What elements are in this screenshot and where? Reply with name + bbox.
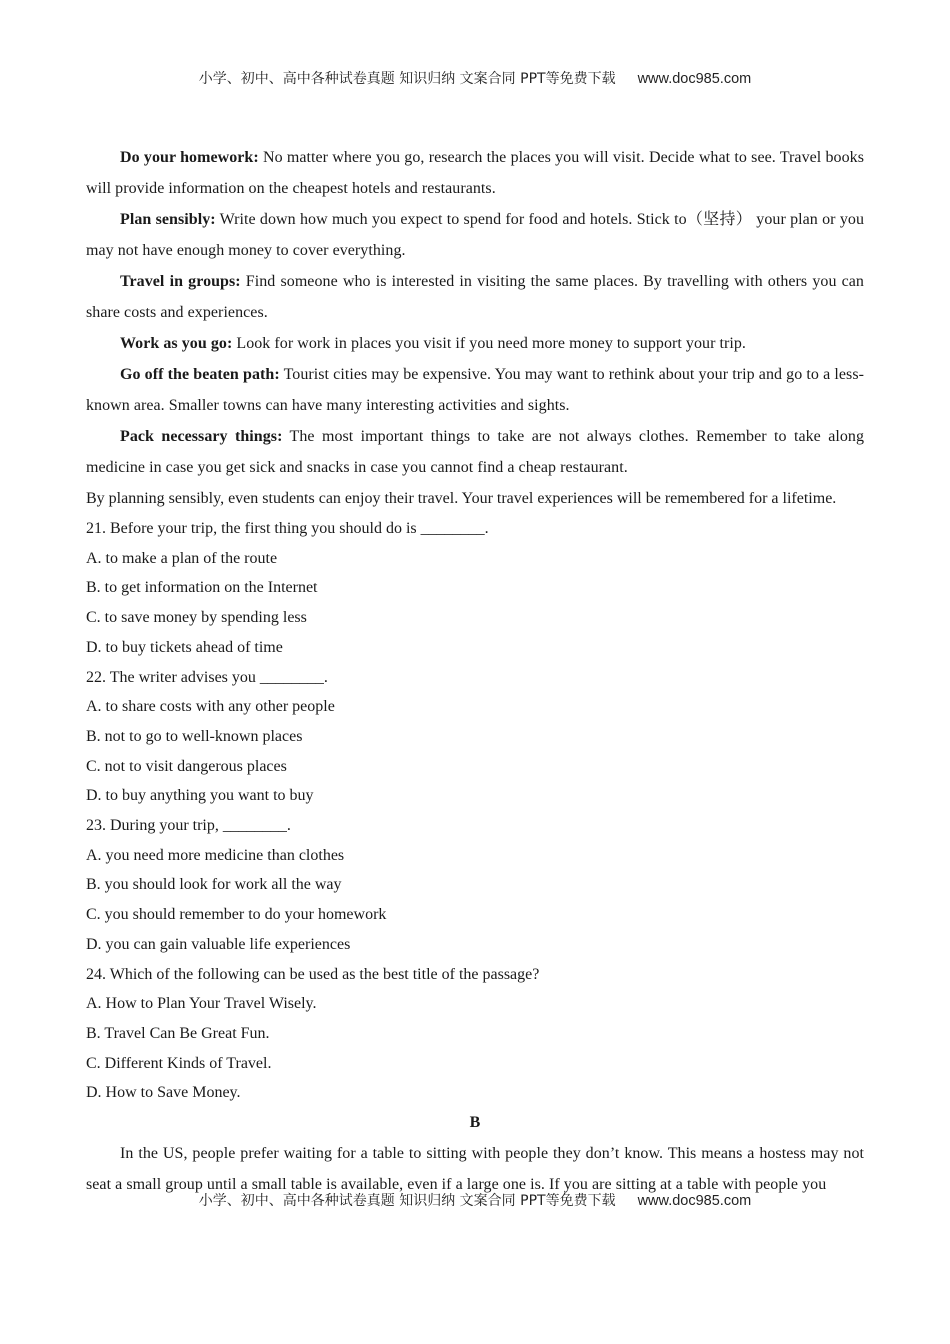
conclusion-paragraph: By planning sensibly, even students can enjoy their travel. Your travel experiences will be remembered for a lifetime. — [86, 490, 837, 507]
section-b-intro: In the US, people prefer waiting for a table to sitting with people they don’t know. This means a hostess may not seat a small group until a small table is available, even if a large one is. If you are sitting at a table with people you — [86, 1145, 864, 1194]
header-url[interactable]: www.doc985.com — [637, 71, 752, 87]
section-b-heading: B — [469, 1114, 481, 1132]
question-stem: 21. Before your trip, the first thing you should do is ________. — [86, 520, 489, 537]
footer-text: 小学、初中、高中各种试卷真题 知识归纳 文案合同 PPT等免费下载 — [198, 1193, 616, 1209]
question-stem: 24. Which of the following can be used as the best title of the passage? — [86, 965, 540, 983]
answer-option: B. not to go to well-known places — [86, 727, 303, 745]
tip-text: Write down how much you expect to spend for food and hotels. Stick to（坚持） your plan or you may not have enough money to cover everything. — [86, 211, 864, 259]
question-stem: 23. During your trip, ________. — [86, 817, 291, 835]
answer-option: A. to share costs with any other people — [86, 698, 335, 716]
tip-paragraph — [86, 204, 864, 266]
header-text: 小学、初中、高中各种试卷真题 知识归纳 文案合同 PPT等免费下载 — [198, 71, 616, 87]
tip-text: Look for work in places you visit if you need more money to support your trip. — [232, 335, 746, 352]
answer-option: C. not to visit dangerous places — [86, 757, 287, 775]
tip-paragraph — [86, 359, 864, 421]
tip-title: Pack necessary things: — [120, 428, 283, 445]
footer-url[interactable]: www.doc985.com — [637, 1193, 752, 1209]
answer-option: D. you can gain valuable life experiences — [86, 935, 351, 953]
page-footer — [0, 1190, 950, 1210]
question-stem: 22. The writer advises you ________. — [86, 668, 328, 686]
tip-text: Tourist cities may be expensive. You may want to rethink about your trip and go to a less-known area. Smaller towns can have many interesting activities and sights. — [86, 366, 864, 414]
answer-option: A. you need more medicine than clothes — [86, 846, 345, 864]
question-23 — [86, 811, 864, 960]
tip-title: Work as you go: — [120, 335, 233, 352]
tip-paragraph — [86, 266, 864, 328]
question-24 — [86, 960, 864, 1109]
answer-option: D. to buy anything you want to buy — [86, 787, 314, 805]
page-header — [0, 68, 950, 88]
answer-option: B. you should look for work all the way — [86, 876, 342, 894]
question-22 — [86, 663, 864, 812]
tip-title: Travel in groups: — [120, 273, 241, 290]
tip-text: The most important things to take are not always clothes. Remember to take along medicine in case you get sick and snacks in case you cannot find a cheap restaurant. — [86, 428, 864, 476]
document-body — [86, 142, 864, 1200]
answer-option: A. to make a plan of the route — [86, 549, 278, 567]
tip-title: Plan sensibly: — [120, 211, 216, 228]
answer-option: C. you should remember to do your homework — [86, 906, 387, 924]
tip-text: No matter where you go, research the places you will visit. Decide what to see. Travel books will provide information on the cheapest hotels and restaurants. — [86, 149, 864, 197]
tip-paragraph — [86, 421, 864, 483]
answer-option: C. Different Kinds of Travel. — [86, 1054, 272, 1072]
tip-text: Find someone who is interested in visiting the same places. By travelling with others you can share costs and experiences. — [86, 273, 864, 321]
answer-option: B. Travel Can Be Great Fun. — [86, 1024, 270, 1042]
tip-title: Do your homework: — [120, 149, 259, 166]
answer-option: D. to buy tickets ahead of time — [86, 638, 283, 656]
answer-option: D. How to Save Money. — [86, 1084, 241, 1102]
tip-paragraph — [86, 328, 864, 359]
tip-paragraph — [86, 142, 864, 204]
answer-option: B. to get information on the Internet — [86, 579, 318, 597]
answer-option: C. to save money by spending less — [86, 609, 307, 627]
tip-title: Go off the beaten path: — [120, 366, 280, 383]
answer-option: A. How to Plan Your Travel Wisely. — [86, 995, 317, 1013]
question-21 — [86, 514, 864, 663]
